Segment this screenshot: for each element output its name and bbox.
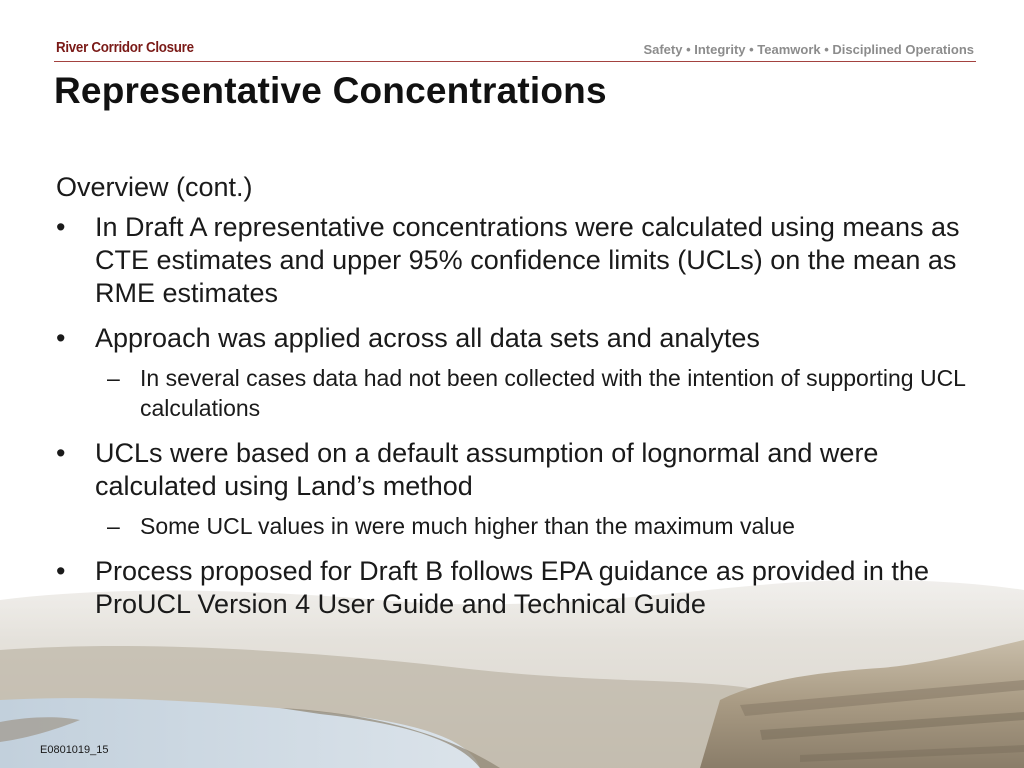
bullet-text: Process proposed for Draft B follows EPA guidance as provided in the ProUCL Version 4 User Guide and Technical Guide [95,556,929,619]
brand-name: River Corridor Closure [56,40,194,56]
values-tagline: Safety • Integrity • Teamwork • Disciplined Operations [643,42,974,57]
bullet-dot-icon: • [56,556,66,586]
slide-code: E0801019_15 [40,744,109,756]
bullet-item [56,555,986,621]
dash-icon: – [107,365,120,391]
sub-bullet-text: In several cases data had not been collected with the intention of supporting UCL calculations [140,365,966,421]
bullet-dot-icon: • [56,438,66,468]
sub-bullet-text: Some UCL values in were much higher than the maximum value [140,513,795,539]
bullet-dot-icon: • [56,323,66,353]
sub-bullet-item [56,511,986,541]
bullet-item [56,211,986,310]
bullet-text: In Draft A representative concentrations were calculated using means as CTE estimates and upper 95% confidence limits (UCLs) on the mean as RME estimates [95,212,960,308]
header-divider [54,61,976,62]
bullet-text: Approach was applied across all data sets and analytes [95,323,760,353]
dash-icon: – [107,513,120,539]
sub-bullet-item [56,363,986,423]
section-subhead: Overview (cont.) [56,172,253,202]
bullet-item [56,437,986,503]
slide-title: Representative Concentrations [54,70,607,111]
bullet-text: UCLs were based on a default assumption of lognormal and were calculated using Land’s method [95,438,879,501]
bullet-dot-icon: • [56,212,66,242]
slide-content [56,172,986,633]
bullet-item [56,322,986,355]
